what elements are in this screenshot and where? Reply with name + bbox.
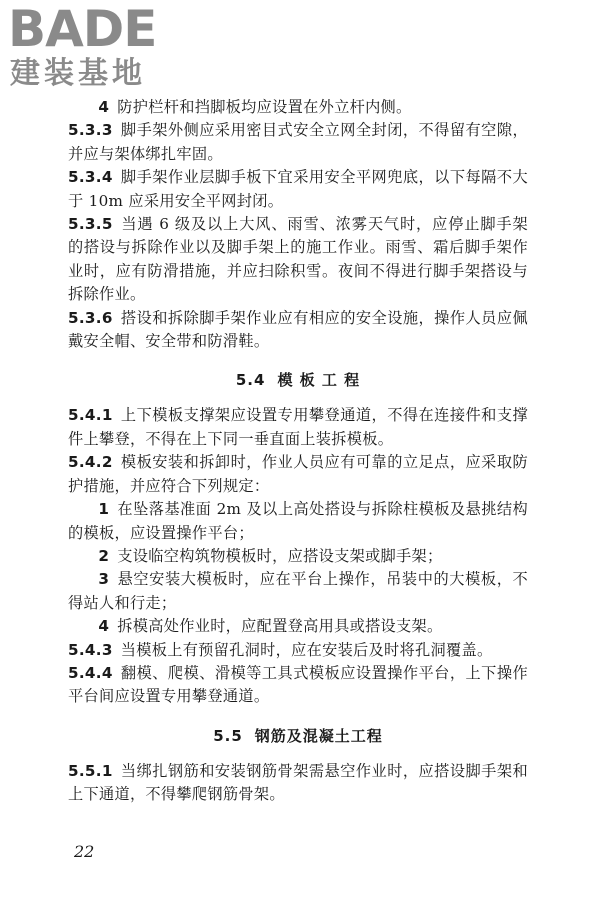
bade-logo [8, 0, 178, 94]
clause-5-4-1 [68, 404, 528, 451]
clause-5-4-2-item-1 [68, 498, 528, 545]
section-title: 模 板 工 程 [277, 371, 361, 390]
clause-5-4-2-item-3 [68, 568, 528, 615]
clause-number: 4 [98, 98, 110, 116]
clause-5-3-3 [68, 119, 528, 166]
clause-text: 模板安装和拆卸时，作业人员应有可靠的立足点，应采取防护措施，并应符合下列规定： [68, 453, 528, 495]
clause-5-4-2 [68, 451, 528, 498]
clause-5-4-4 [68, 662, 528, 709]
clause-number: 5.3.6 [68, 308, 113, 327]
clause-5-3-5 [68, 213, 528, 307]
clause-number: 5.3.3 [68, 121, 113, 140]
document-body [68, 96, 528, 807]
clause-number: 5.4.1 [68, 406, 113, 425]
clause-text: 当模板上有预留孔洞时，应在安装后及时将孔洞覆盖。 [120, 640, 493, 659]
clause-text: 脚手架作业层脚手板下宜采用安全平网兜底，以下每隔不大于 10m 应采用安全平网封闭。 [68, 168, 528, 210]
clause-5-4-3 [68, 639, 528, 662]
clause-number: 1 [98, 500, 110, 519]
clause-number: 5.4.4 [68, 663, 113, 682]
clause-5-3-6 [68, 307, 528, 354]
section-heading-5-5 [68, 725, 528, 746]
section-number: 5.5 [213, 726, 243, 745]
clause-number: 5.4.3 [68, 640, 113, 659]
clause-number: 5.3.5 [68, 215, 113, 234]
clause-text: 搭设和拆除脚手架作业应有相应的安全设施，操作人员应佩戴安全帽、安全带和防滑鞋。 [68, 308, 528, 351]
clause-number: 5.3.4 [68, 168, 113, 187]
clause-text: 拆模高处作业时，应配置登高用具或搭设支架。 [117, 617, 443, 636]
clause-text: 上下模板支撑架应设置专用攀登通道，不得在连接件和支撑件上攀登，不得在上下同一垂直面上装拆模板。 [68, 406, 528, 448]
clause-text: 脚手架外侧应采用密目式安全立网全封闭，不得留有空隙，并应与架体绑扎牢固。 [68, 121, 528, 163]
section-title: 钢筋及混凝土工程 [254, 726, 383, 745]
clause-number: 4 [98, 617, 110, 636]
clause-5-4-2-item-2 [68, 545, 528, 568]
clause-5-4-2-item-4 [68, 615, 528, 638]
clause-5-3-2-item-4 [68, 96, 528, 119]
clause-text: 翻模、爬模、滑模等工具式模板应设置操作平台，上下操作平台间应设置专用攀登通道。 [68, 663, 528, 706]
clause-text: 防护栏杆和挡脚板均应设置在外立杆内侧。 [117, 98, 412, 116]
logo-wordmark: BADE [8, 0, 157, 58]
clause-text: 悬空安装大模板时，应在平台上操作，吊装中的大模板，不得站人和行走； [68, 570, 528, 612]
clause-number: 5.4.2 [68, 453, 113, 472]
page-number: 22 [74, 842, 95, 861]
clause-5-5-1 [68, 760, 528, 807]
clause-number: 3 [98, 570, 110, 589]
clause-5-3-4 [68, 166, 528, 213]
clause-number: 2 [98, 546, 110, 565]
clause-text: 在坠落基准面 2m 及以上高处搭设与拆除柱模板及悬挑结构的模板，应设置操作平台； [68, 500, 528, 542]
section-number: 5.4 [235, 371, 266, 390]
logo-subtitle: 建装基地 [10, 56, 146, 91]
clause-text: 支设临空构筑物模板时，应搭设支架或脚手架； [117, 546, 443, 565]
clause-number: 5.5.1 [68, 761, 113, 780]
section-heading-5-4 [68, 369, 528, 390]
clause-text: 当遇 6 级及以上大风、雨雪、浓雾天气时，应停止脚手架的搭设与拆除作业以及脚手架上的施工作业。雨雪、霜后脚手架作业时，应有防滑措施，并应扫除积雪。夜间不得进行脚手架搭设与拆除作业。 [68, 215, 528, 304]
clause-text: 当绑扎钢筋和安装钢筋骨架需悬空作业时，应搭设脚手架和上下通道，不得攀爬钢筋骨架。 [68, 761, 528, 804]
